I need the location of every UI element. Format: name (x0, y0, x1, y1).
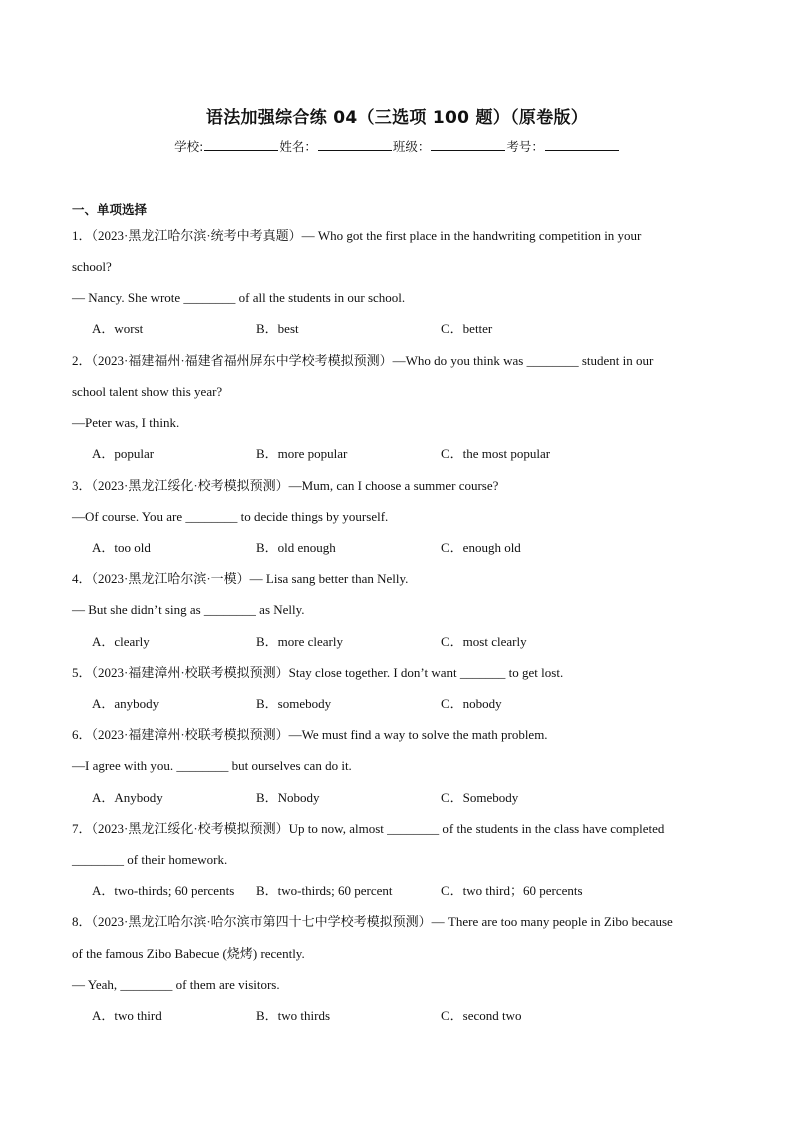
question-4-option-a[interactable]: A．clearly (92, 634, 150, 649)
question-8-line-3: — Yeah, ________ of them are visitors. (72, 977, 280, 992)
question-7-option-b[interactable]: B．two-thirds; 60 percent (256, 883, 393, 898)
question-6-option-c[interactable]: C．Somebody (441, 790, 519, 805)
question-3-option-b[interactable]: B．old enough (256, 540, 336, 555)
question-5-option-a[interactable]: A．anybody (92, 696, 160, 711)
question-2-option-c[interactable]: C．the most popular (441, 446, 551, 461)
question-3-line-2: —Of course. You are ________ to decide things by yourself. (72, 509, 389, 524)
class-blank (431, 138, 505, 151)
question-7-line-1: 7．（2023·黑龙江绥化·校考模拟预测）Up to now, almost ________ of the students in the class have completed (72, 821, 665, 836)
question-1-option-c[interactable]: C．better (441, 321, 493, 336)
question-7-option-c[interactable]: C．two third；60 percents (441, 883, 583, 898)
document-title: 语法加强综合练 04（三选项 100 题）（原卷版） (205, 108, 589, 128)
question-3-line-1: 3．（2023·黑龙江绥化·校考模拟预测）—Mum, can I choose a summer course? (72, 478, 499, 493)
question-1-line-3: — Nancy. She wrote ________ of all the students in our school. (72, 290, 406, 305)
question-8-line-2: of the famous Zibo Babecue (烧烤) recently. (72, 946, 305, 961)
question-1-option-b[interactable]: B．best (256, 321, 299, 336)
school-label: 学校: (174, 139, 204, 154)
question-4-line-2: — But she didn’t sing as ________ as Nelly. (72, 602, 305, 617)
question-1-line-1: 1．（2023·黑龙江哈尔滨·统考中考真题）— Who got the first place in the handwriting competition in your (72, 228, 642, 243)
question-5-option-b[interactable]: B．somebody (256, 696, 332, 711)
name-blank (318, 138, 392, 151)
question-8-option-c[interactable]: C．second two (441, 1008, 522, 1023)
exam-number-label: 考号： (506, 139, 544, 154)
section-heading: 一、单项选择 (72, 202, 148, 217)
class-label: 班级： (392, 139, 431, 154)
question-6-line-2: —I agree with you. ________ but ourselves can do it. (72, 758, 352, 773)
question-8-line-1: 8．（2023·黑龙江哈尔滨·哈尔滨市第四十七中学校考模拟预测）— There are too many people in Zibo because (72, 914, 673, 929)
student-info-line (0, 137, 794, 155)
school-blank (204, 138, 278, 151)
question-7-line-2: ________ of their homework. (72, 852, 228, 867)
question-1-line-2: school? (72, 259, 112, 274)
question-6-option-b[interactable]: B．Nobody (256, 790, 320, 805)
question-7-option-a[interactable]: A．two-thirds; 60 percents (92, 883, 235, 898)
question-1-option-a[interactable]: A．worst (92, 321, 144, 336)
question-3-option-a[interactable]: A．too old (92, 540, 151, 555)
question-8-option-a[interactable]: A．two third (92, 1008, 162, 1023)
question-5-line-1: 5．（2023·福建漳州·校联考模拟预测）Stay close together. I don’t want _______ to get lost. (72, 665, 564, 680)
question-6-line-1: 6．（2023·福建漳州·校联考模拟预测）—We must find a way to solve the math problem. (72, 727, 548, 742)
question-5-option-c[interactable]: C．nobody (441, 696, 502, 711)
question-2-option-b[interactable]: B．more popular (256, 446, 348, 461)
question-2-option-a[interactable]: A．popular (92, 446, 155, 461)
question-6-option-a[interactable]: A．Anybody (92, 790, 163, 805)
question-4-line-1: 4．（2023·黑龙江哈尔滨·一模）— Lisa sang better than Nelly. (72, 571, 409, 586)
question-2-line-3: —Peter was, I think. (72, 415, 180, 430)
question-2-line-2: school talent show this year? (72, 384, 223, 399)
name-label: 姓名： (279, 139, 317, 154)
exam-number-blank (545, 138, 619, 151)
question-4-option-c[interactable]: C．most clearly (441, 634, 527, 649)
question-2-line-1: 2．（2023·福建福州·福建省福州屏东中学校考模拟预测）—Who do you think was ________ student in our (72, 353, 654, 368)
question-4-option-b[interactable]: B．more clearly (256, 634, 343, 649)
question-8-option-b[interactable]: B．two thirds (256, 1008, 331, 1023)
question-3-option-c[interactable]: C．enough old (441, 540, 521, 555)
